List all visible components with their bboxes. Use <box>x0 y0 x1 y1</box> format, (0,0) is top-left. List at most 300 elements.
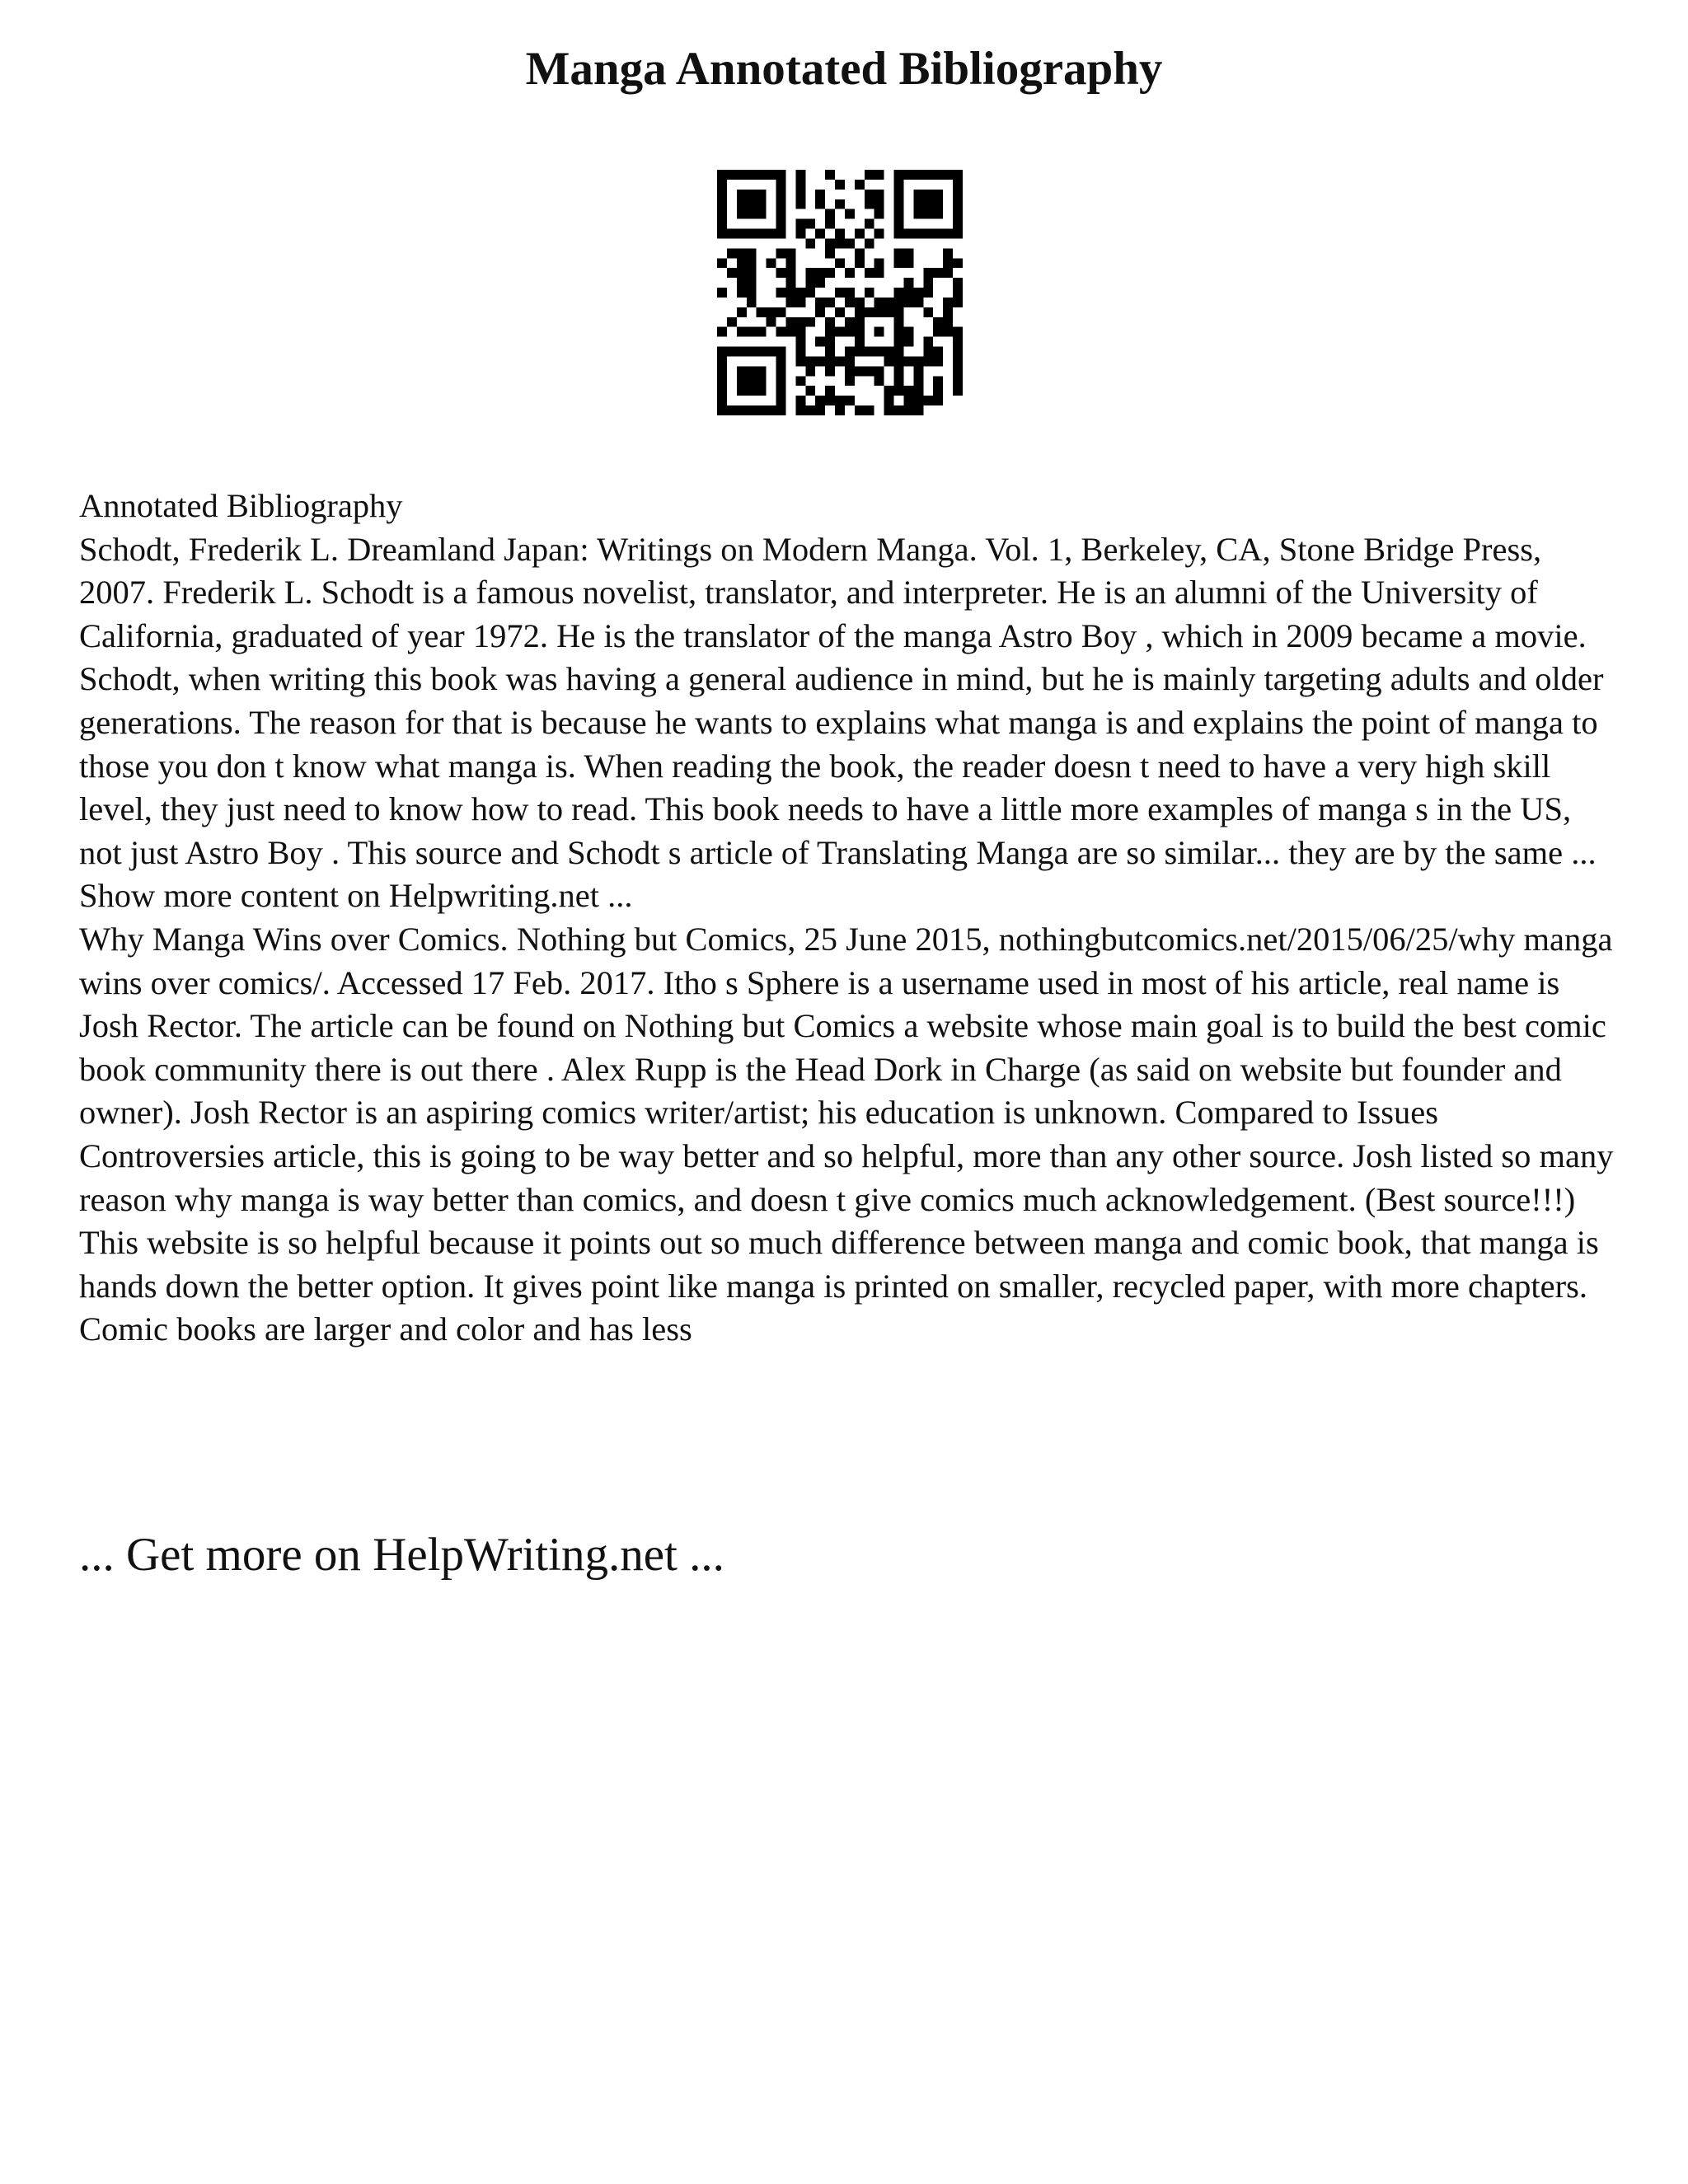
qr-module <box>855 327 865 337</box>
qr-module <box>874 347 884 357</box>
qr-module <box>815 199 825 209</box>
qr-module <box>855 337 865 347</box>
qr-module <box>757 347 767 357</box>
qr-module <box>874 258 884 268</box>
qr-module <box>894 288 904 298</box>
qr-module <box>825 337 835 347</box>
qr-module <box>757 170 767 180</box>
bibliography-entry-1 <box>79 528 1620 918</box>
qr-module <box>884 347 894 357</box>
qr-module <box>903 288 913 298</box>
qr-module <box>913 170 923 180</box>
qr-module <box>727 405 737 415</box>
qr-module <box>874 307 884 317</box>
qr-module <box>884 298 894 307</box>
qr-module <box>884 307 894 317</box>
qr-module <box>767 347 776 357</box>
qr-module <box>767 170 776 180</box>
qr-module <box>835 405 845 415</box>
qr-module <box>825 327 835 337</box>
qr-module <box>874 298 884 307</box>
qr-module <box>825 248 835 258</box>
qr-module <box>767 317 776 327</box>
qr-module <box>815 307 825 317</box>
qr-module <box>835 258 845 268</box>
qr-module <box>785 327 795 337</box>
qr-module <box>717 366 727 376</box>
qr-module <box>805 219 815 229</box>
qr-module <box>903 248 913 258</box>
qr-module <box>815 396 825 405</box>
qr-module <box>953 298 963 307</box>
qr-module <box>874 190 884 199</box>
qr-module <box>884 396 894 405</box>
qr-module <box>747 405 757 415</box>
qr-module <box>717 386 727 396</box>
qr-module <box>805 405 815 415</box>
qr-module <box>953 278 963 288</box>
qr-module <box>894 229 904 239</box>
qr-module <box>795 219 805 229</box>
qr-module <box>747 278 757 288</box>
qr-module <box>785 278 795 288</box>
qr-module <box>717 347 727 357</box>
qr-module <box>894 376 904 386</box>
qr-module <box>933 209 943 219</box>
qr-module <box>865 190 874 199</box>
qr-module <box>805 317 815 327</box>
qr-module <box>903 396 913 405</box>
qr-module <box>805 278 815 288</box>
get-more-link[interactable]: ... Get more on HelpWriting.net ... <box>79 1529 724 1581</box>
qr-module <box>776 190 786 199</box>
qr-module <box>757 307 767 317</box>
qr-module <box>835 288 845 298</box>
qr-module <box>894 180 904 190</box>
qr-module <box>776 219 786 229</box>
qr-module <box>795 376 805 386</box>
qr-module <box>865 170 874 180</box>
qr-module <box>894 347 904 357</box>
qr-module <box>845 327 855 337</box>
qr-module <box>825 238 835 248</box>
qr-module <box>874 209 884 219</box>
qr-module <box>767 258 776 268</box>
show-more-link[interactable]: Show more content on Helpwriting.net ... <box>79 877 633 915</box>
qr-module <box>953 170 963 180</box>
qr-module <box>923 307 933 317</box>
qr-module <box>855 229 865 239</box>
qr-module <box>943 248 953 258</box>
qr-module <box>943 170 953 180</box>
qr-module <box>943 327 953 337</box>
qr-module <box>757 190 767 199</box>
qr-module <box>757 199 767 209</box>
qr-module <box>776 376 786 386</box>
qr-module <box>795 396 805 405</box>
qr-module <box>953 366 963 376</box>
qr-module <box>923 356 933 366</box>
qr-module <box>795 298 805 307</box>
qr-module <box>737 199 747 209</box>
qr-module <box>785 288 795 298</box>
qr-module <box>894 248 904 258</box>
qr-module <box>717 199 727 209</box>
qr-module <box>953 327 963 337</box>
qr-module <box>894 199 904 209</box>
qr-module <box>737 376 747 386</box>
qr-module <box>727 317 737 327</box>
qr-module <box>903 337 913 347</box>
qr-module <box>913 366 923 376</box>
qr-module <box>815 337 825 347</box>
qr-module <box>795 190 805 199</box>
qr-module <box>737 248 747 258</box>
qr-module <box>825 209 835 219</box>
qr-module <box>943 258 953 268</box>
qr-module <box>757 405 767 415</box>
qr-module <box>805 288 815 298</box>
qr-module <box>923 229 933 239</box>
qr-module <box>776 327 786 337</box>
qr-module <box>845 288 855 298</box>
qr-module <box>855 347 865 357</box>
qr-module <box>953 219 963 229</box>
qr-module <box>717 356 727 366</box>
qr-module <box>953 288 963 298</box>
qr-module <box>747 248 757 258</box>
qr-module <box>805 386 815 396</box>
qr-module <box>747 327 757 337</box>
qr-module <box>776 347 786 357</box>
qr-module <box>865 405 874 415</box>
qr-module <box>835 238 845 248</box>
qr-module <box>737 327 747 337</box>
qr-module <box>845 356 855 366</box>
qr-module <box>943 229 953 239</box>
qr-module <box>865 307 874 317</box>
bibliography-entry-2 <box>79 918 1620 1352</box>
qr-code-graphic <box>717 170 963 415</box>
qr-module <box>894 327 904 337</box>
qr-module <box>855 405 865 415</box>
qr-module <box>747 288 757 298</box>
page-title: Manga Annotated Bibliography <box>525 43 1163 95</box>
qr-module <box>795 170 805 180</box>
qr-module <box>776 396 786 405</box>
qr-module <box>933 199 943 209</box>
qr-module <box>737 307 747 317</box>
qr-module <box>815 298 825 307</box>
qr-module <box>835 396 845 405</box>
qr-module <box>953 386 963 396</box>
qr-module <box>845 317 855 327</box>
qr-module <box>795 405 805 415</box>
qr-module <box>923 396 933 405</box>
qr-module <box>717 180 727 190</box>
qr-module <box>737 386 747 396</box>
qr-module <box>825 347 835 357</box>
qr-module <box>747 199 757 209</box>
qr-module <box>953 337 963 347</box>
qr-module <box>757 229 767 239</box>
qr-module <box>757 209 767 219</box>
qr-module <box>933 317 943 327</box>
qr-module <box>717 170 727 180</box>
qr-module <box>913 298 923 307</box>
qr-module <box>953 229 963 239</box>
qr-module <box>894 209 904 219</box>
qr-module <box>923 278 933 288</box>
qr-module <box>953 356 963 366</box>
qr-module <box>815 190 825 199</box>
qr-module <box>776 180 786 190</box>
qr-module <box>825 317 835 327</box>
qr-module <box>894 258 904 268</box>
qr-module <box>855 258 865 268</box>
qr-module <box>894 356 904 366</box>
qr-module <box>874 229 884 239</box>
qr-module <box>835 229 845 239</box>
qr-module <box>757 386 767 396</box>
qr-module <box>865 219 874 229</box>
qr-module <box>795 180 805 190</box>
qr-module <box>865 199 874 209</box>
qr-module <box>747 170 757 180</box>
qr-module <box>795 327 805 337</box>
qr-module <box>727 268 737 278</box>
qr-module <box>874 327 884 337</box>
qr-module <box>884 405 894 415</box>
qr-module <box>865 347 874 357</box>
qr-module <box>923 170 933 180</box>
qr-module <box>747 190 757 199</box>
qr-module <box>747 268 757 278</box>
qr-module <box>815 229 825 239</box>
qr-module <box>825 219 835 229</box>
qr-module <box>737 366 747 376</box>
qr-module <box>747 376 757 386</box>
qr-module <box>855 307 865 317</box>
qr-module <box>795 229 805 239</box>
qr-module <box>805 356 815 366</box>
qr-module <box>874 170 884 180</box>
qr-module <box>855 180 865 190</box>
qr-module <box>776 288 786 298</box>
qr-module <box>825 170 835 180</box>
qr-module <box>923 347 933 357</box>
qr-module <box>903 170 913 180</box>
qr-module <box>903 386 913 396</box>
qr-module <box>717 209 727 219</box>
qr-module <box>845 268 855 278</box>
qr-module <box>737 229 747 239</box>
qr-module <box>835 327 845 337</box>
qr-module <box>884 356 894 366</box>
qr-module <box>894 337 904 347</box>
qr-module <box>727 229 737 239</box>
qr-module <box>845 376 855 386</box>
qr-module <box>845 396 855 405</box>
qr-module <box>717 327 727 337</box>
qr-module <box>923 288 933 298</box>
qr-module <box>747 209 757 219</box>
qr-module <box>933 376 943 386</box>
qr-module <box>825 386 835 396</box>
qr-module <box>747 229 757 239</box>
qr-module <box>737 278 747 288</box>
qr-module <box>855 298 865 307</box>
qr-module <box>805 268 815 278</box>
qr-module <box>737 209 747 219</box>
qr-module <box>874 366 884 376</box>
qr-module <box>845 366 855 376</box>
qr-module <box>737 258 747 268</box>
qr-module <box>933 396 943 405</box>
qr-module <box>747 347 757 357</box>
qr-module <box>785 268 795 278</box>
qr-module <box>737 170 747 180</box>
qr-module <box>913 405 923 415</box>
qr-module <box>717 405 727 415</box>
qr-module <box>727 170 737 180</box>
qr-module <box>923 268 933 278</box>
qr-module <box>903 298 913 307</box>
qr-module <box>943 298 953 307</box>
qr-module <box>845 347 855 357</box>
qr-module <box>805 238 815 248</box>
qr-module <box>903 278 913 288</box>
qr-module <box>933 356 943 366</box>
qr-module <box>845 238 855 248</box>
qr-module <box>913 190 923 199</box>
qr-module <box>953 199 963 209</box>
qr-module <box>894 307 904 317</box>
qr-module <box>785 317 795 327</box>
qr-module <box>717 396 727 405</box>
qr-module <box>776 386 786 396</box>
qr-module <box>805 366 815 376</box>
qr-module <box>933 268 943 278</box>
qr-module <box>874 268 884 278</box>
qr-module <box>894 190 904 199</box>
qr-module <box>865 366 874 376</box>
qr-module <box>855 248 865 258</box>
qr-module <box>757 327 767 337</box>
qr-module <box>874 376 884 386</box>
qr-module <box>717 190 727 199</box>
qr-module <box>894 298 904 307</box>
qr-module <box>865 288 874 298</box>
qr-module <box>785 298 795 307</box>
qr-module <box>953 180 963 190</box>
qr-module <box>717 288 727 298</box>
entry-1-text: Schodt, Frederik L. Dreamland Japan: Writings on Modern Manga. Vol. 1, Berkeley, CA, Stone Bridge Press, 2007. Frederik L. Schodt is a famous novelist, translator, and interpreter. He is an alumni of the University of California, graduated of year 1972. He is the translator of the manga Astro Boy , which in 2009 became a movie. Schodt, when writing this book was having a general audience in mind, but he is mainly targeting adults and older generations. The reason for that is because he wants to explains what manga is and explains the point of manga to those you don t know what manga is. When reading the book, the reader doesn t need to have a very high skill level, they just need to know how to read. This book needs to have a little more examples of manga s in the US, not just Astro Boy . This source and Schodt s article of Translating Manga are so similar... they are by the same ... <box>79 530 1604 871</box>
qr-module <box>727 248 737 258</box>
qr-module <box>913 199 923 209</box>
qr-module <box>943 268 953 278</box>
qr-module <box>747 298 757 307</box>
qr-module <box>767 405 776 415</box>
qr-module <box>913 288 923 298</box>
qr-module <box>795 317 805 327</box>
qr-module <box>845 209 855 219</box>
qr-module <box>894 170 904 180</box>
qr-module <box>737 288 747 298</box>
qr-module <box>923 209 933 219</box>
qr-module <box>913 229 923 239</box>
qr-module <box>767 307 776 317</box>
qr-module <box>953 209 963 219</box>
qr-module <box>815 405 825 415</box>
qr-module <box>913 396 923 405</box>
qr-module <box>913 376 923 386</box>
qr-module <box>923 337 933 347</box>
qr-module <box>865 238 874 248</box>
qr-module <box>737 405 747 415</box>
qr-module <box>953 347 963 357</box>
qr-module <box>894 405 904 415</box>
qr-module <box>757 366 767 376</box>
qr-module <box>933 327 943 337</box>
qr-module <box>943 307 953 317</box>
qr-module <box>913 356 923 366</box>
qr-module <box>894 386 904 396</box>
qr-module <box>785 248 795 258</box>
qr-module <box>737 190 747 199</box>
qr-module <box>903 327 913 337</box>
qr-module <box>835 307 845 317</box>
qr-module <box>933 190 943 199</box>
qr-module <box>795 347 805 357</box>
qr-module <box>894 219 904 229</box>
qr-module <box>943 317 953 327</box>
qr-module <box>727 347 737 357</box>
qr-module <box>747 258 757 268</box>
qr-module <box>933 229 943 239</box>
qr-module <box>737 347 747 357</box>
qr-module <box>933 170 943 180</box>
qr-module <box>874 199 884 209</box>
qr-module <box>894 366 904 376</box>
qr-module <box>884 386 894 396</box>
qr-module <box>776 366 786 376</box>
qr-module <box>757 376 767 386</box>
qr-module <box>717 376 727 386</box>
qr-module <box>717 219 727 229</box>
qr-module <box>747 386 757 396</box>
qr-module <box>903 405 913 415</box>
qr-module <box>815 278 825 288</box>
qr-module <box>747 366 757 376</box>
qr-module <box>933 386 943 396</box>
qr-module <box>953 258 963 268</box>
qr-module <box>776 199 786 209</box>
qr-module <box>795 288 805 298</box>
entry-2-text: Why Manga Wins over Comics. Nothing but Comics, 25 June 2015, nothingbutcomics.net/2015/06/25/why manga wins over comics/. Accessed 17 Feb. 2017. Itho s Sphere is a username used in most of his article, real name is Josh Rector. The article can be found on Nothing but Comics a website whose main goal is to build the best comic book community there is out there . Alex Rupp is the Head Dork in Charge (as said on website but founder and owner). Josh Rector is an aspiring comics writer/artist; his education is unknown. Compared to Issues Controversies article, this is going to be way better and so helpful, more than any other source. Josh listed so many reason why manga is way better than comics, and doesn t give comics much acknowledgement. (Best source!!!) This website is so helpful because it points out so much difference between manga and comic book, that manga is hands down the better option. It gives point like manga is printed on smaller, recycled paper, with more chapters. Comic books are larger and color and has less <box>79 920 1614 1348</box>
qr-module <box>815 268 825 278</box>
qr-module <box>913 209 923 219</box>
bibliography-body <box>79 485 1620 1352</box>
qr-module <box>953 376 963 386</box>
qr-module <box>776 268 786 278</box>
qr-module <box>825 268 835 278</box>
qr-module <box>953 190 963 199</box>
qr-module <box>717 258 727 268</box>
qr-module <box>865 268 874 278</box>
qr-module <box>855 366 865 376</box>
section-heading: Annotated Bibliography <box>79 487 403 524</box>
